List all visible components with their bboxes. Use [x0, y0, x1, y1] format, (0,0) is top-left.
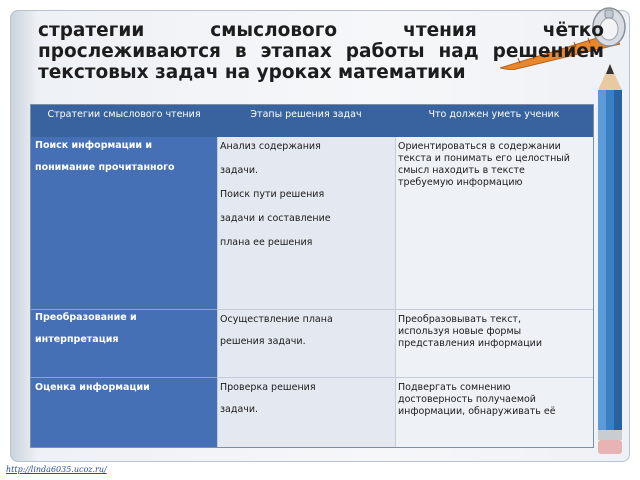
table-row-1-strategy: Поиск информации и понимание прочитанного: [35, 140, 175, 173]
table-row-3-steps: Проверка решения задачи.: [217, 377, 395, 447]
row-divider: [31, 309, 217, 310]
table-row-3-strategy: Оценка информации: [35, 382, 150, 393]
table-header-skills: Что должен уметь ученик: [395, 105, 593, 137]
table-row-3-skills: Подвергать сомнению достоверность получаемой информации, обнаруживать её: [395, 377, 593, 447]
table-row-2-skills: Преобразовывать текст, используя новые формы представления информации: [395, 309, 593, 377]
table-row-1-skills: Ориентироваться в содержании текста и понимать его целостный смысл находить в тексте требуемую информацию: [395, 137, 593, 309]
table-row-1-steps: Анализ содержания задачи. Поиск пути решения задачи и составление плана ее решения: [217, 137, 395, 309]
table-header-steps: Этапы решения задач: [217, 105, 395, 137]
table-header-strategies: Стратегии смыслового чтения: [31, 105, 217, 137]
page-title: стратегии смыслового чтения чётко прослеживаются в этапах работы над решением текстовых задач на уроках математики: [38, 20, 604, 83]
pencil-icon: [590, 60, 630, 460]
table-row-2-strategy: Преобразование и интерпретация: [35, 312, 137, 345]
table-row-2-steps: Осуществление плана решения задачи.: [217, 309, 395, 377]
source-link[interactable]: http://linda6035.ucoz.ru/: [6, 465, 107, 474]
strategies-table: [30, 104, 594, 448]
row-divider: [31, 377, 217, 378]
